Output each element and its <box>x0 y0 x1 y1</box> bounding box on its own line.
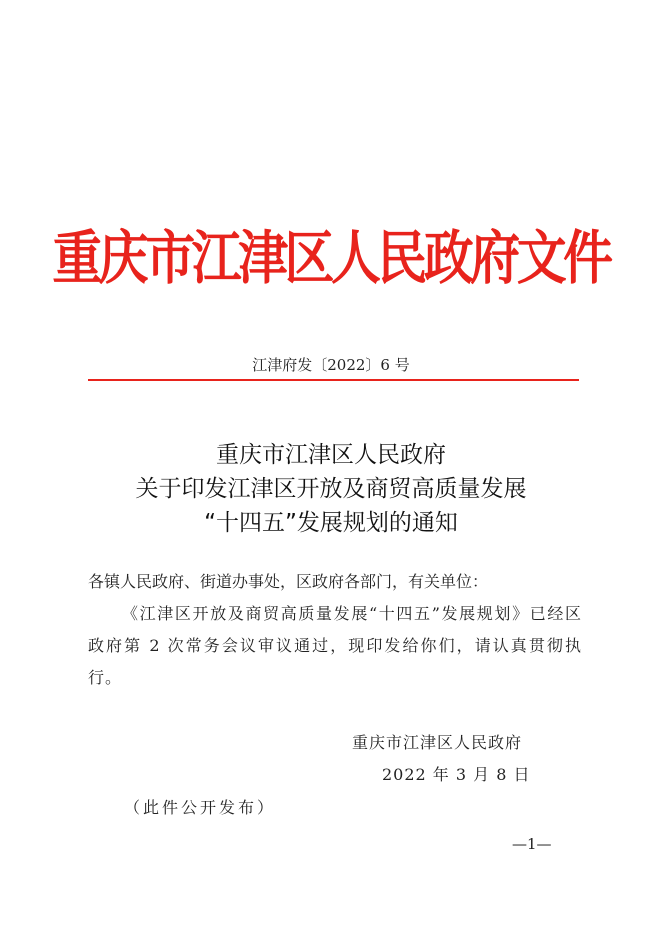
document-number: 江津府发〔2022〕6 号 <box>252 356 410 374</box>
page-number: —1— <box>512 835 552 853</box>
notice-title <box>0 438 662 540</box>
masthead-title: 重庆市江津区人民政府文件 <box>52 224 610 292</box>
salutation: 各镇人民政府、街道办事处，区政府各部门，有关单位： <box>88 572 489 591</box>
notice-title-line-3: “十四五”发展规划的通知 <box>204 510 458 536</box>
issue-date: 2022 年 3 月 8 日 <box>382 765 531 784</box>
notice-title-line-1: 重庆市江津区人民政府 <box>216 442 446 468</box>
notice-title-line-2: 关于印发江津区开放及商贸高质量发展 <box>135 476 527 502</box>
issuer-name: 重庆市江津区人民政府 <box>352 733 523 752</box>
public-release-note: （此件公开发布） <box>124 798 277 817</box>
red-divider-line <box>88 379 579 381</box>
body-paragraph: 《江津区开放及商贸高质量发展“十四五”发展规划》已经区政府第 2 次常务会议审议通过，现印发给你们，请认真贯彻执行。 <box>88 604 582 687</box>
